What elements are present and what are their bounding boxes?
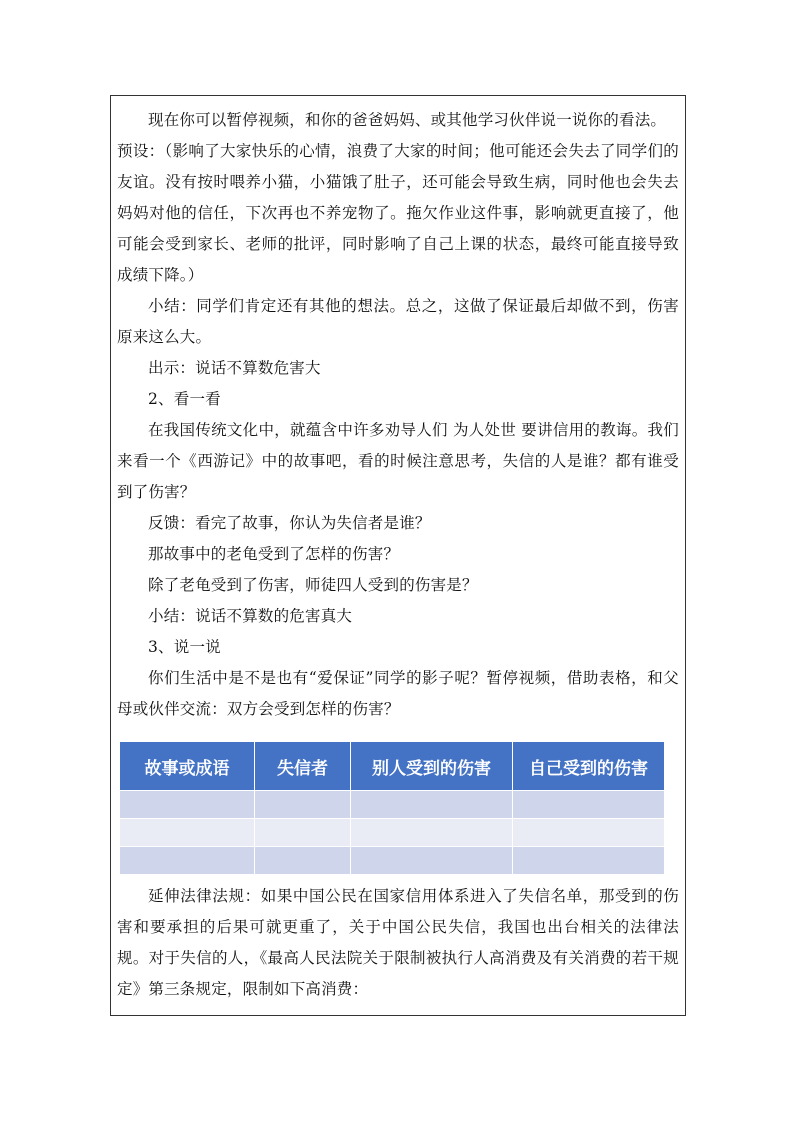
table-cell[interactable]: [351, 847, 513, 875]
paragraph-summary-2: 小结：说话不算数的危害真大: [148, 607, 353, 625]
table-row: [120, 791, 665, 819]
table-header-row: [120, 742, 665, 791]
header-promise-breaker: 失信者: [255, 742, 351, 791]
paragraph-show: 出示：说话不算数危害大: [148, 359, 321, 377]
table-cell[interactable]: [513, 791, 665, 819]
table-cell[interactable]: [351, 791, 513, 819]
lesson-content: [117, 105, 679, 1005]
paragraph-four-pilgrims: 除了老龟受到了伤害，师徒四人受到的伤害是？: [148, 576, 478, 594]
paragraph-turtle: 那故事中的老龟受到了怎样的伤害？: [148, 545, 400, 563]
table-cell[interactable]: [351, 819, 513, 847]
header-harm-others: 别人受到的伤害: [351, 742, 513, 791]
paragraph-pause-video: 现在你可以暂停视频，和你的爸爸妈妈、或其他学习伙伴说一说你的看法。: [148, 111, 667, 129]
header-harm-self: 自己受到的伤害: [513, 742, 665, 791]
harm-table: [119, 741, 665, 875]
table-cell[interactable]: [120, 791, 255, 819]
table-cell[interactable]: [513, 847, 665, 875]
table-row: [120, 819, 665, 847]
table-cell[interactable]: [255, 819, 351, 847]
table-cell[interactable]: [120, 819, 255, 847]
header-story-idiom: 故事或成语: [120, 742, 255, 791]
paragraph-preset: 预设：（影响了大家快乐的心情，浪费了大家的时间；他可能还会失去了同学们的友谊。没有按时喂养小猫，小猫饿了肚子，还可能会导致生病，同时他也会失去妈妈对他的信任，下次再也不养宠物了。拖欠作业这件事，影响就更直接了，他可能会受到家长、老师的批评，同时影响了自己上课的状态，最终可能直接导致成绩下降。）: [117, 142, 679, 284]
paragraph-life: 你们生活中是不是也有“爱保证”同学的影子呢？暂停视频，借助表格，和父母或伙伴交流：双方会受到怎样的伤害？: [117, 669, 679, 718]
table-cell[interactable]: [255, 791, 351, 819]
document-frame: [110, 95, 686, 1016]
paragraph-summary-1: 小结：同学们肯定还有其他的想法。总之，这做了保证最后却做不到，伤害原来这么大。: [117, 297, 679, 346]
paragraph-tradition: 在我国传统文化中，就蕴含中许多劝导人们 为人处世 要讲信用的教诲。我们来看一个《西游记》中的故事吧，看的时候注意思考，失信的人是谁？都有谁受到了伤害？: [117, 421, 679, 501]
table-cell[interactable]: [513, 819, 665, 847]
table-row: [120, 847, 665, 875]
heading-look: 2、看一看: [148, 390, 221, 408]
heading-talk: 3、说一说: [148, 638, 221, 656]
table-cell[interactable]: [255, 847, 351, 875]
table-cell[interactable]: [120, 847, 255, 875]
paragraph-feedback: 反馈：看完了故事，你认为失信者是谁？: [148, 514, 431, 532]
paragraph-law-extension: 延伸法律法规：如果中国公民在国家信用体系进入了失信名单，那受到的伤害和要承担的后果可就更重了，关于中国公民失信，我国也出台相关的法律法规。对于失信的人，《最高人民法院关于限制被执行人高消费及有关消费的若干规定》第三条规定，限制如下高消费：: [117, 887, 679, 998]
